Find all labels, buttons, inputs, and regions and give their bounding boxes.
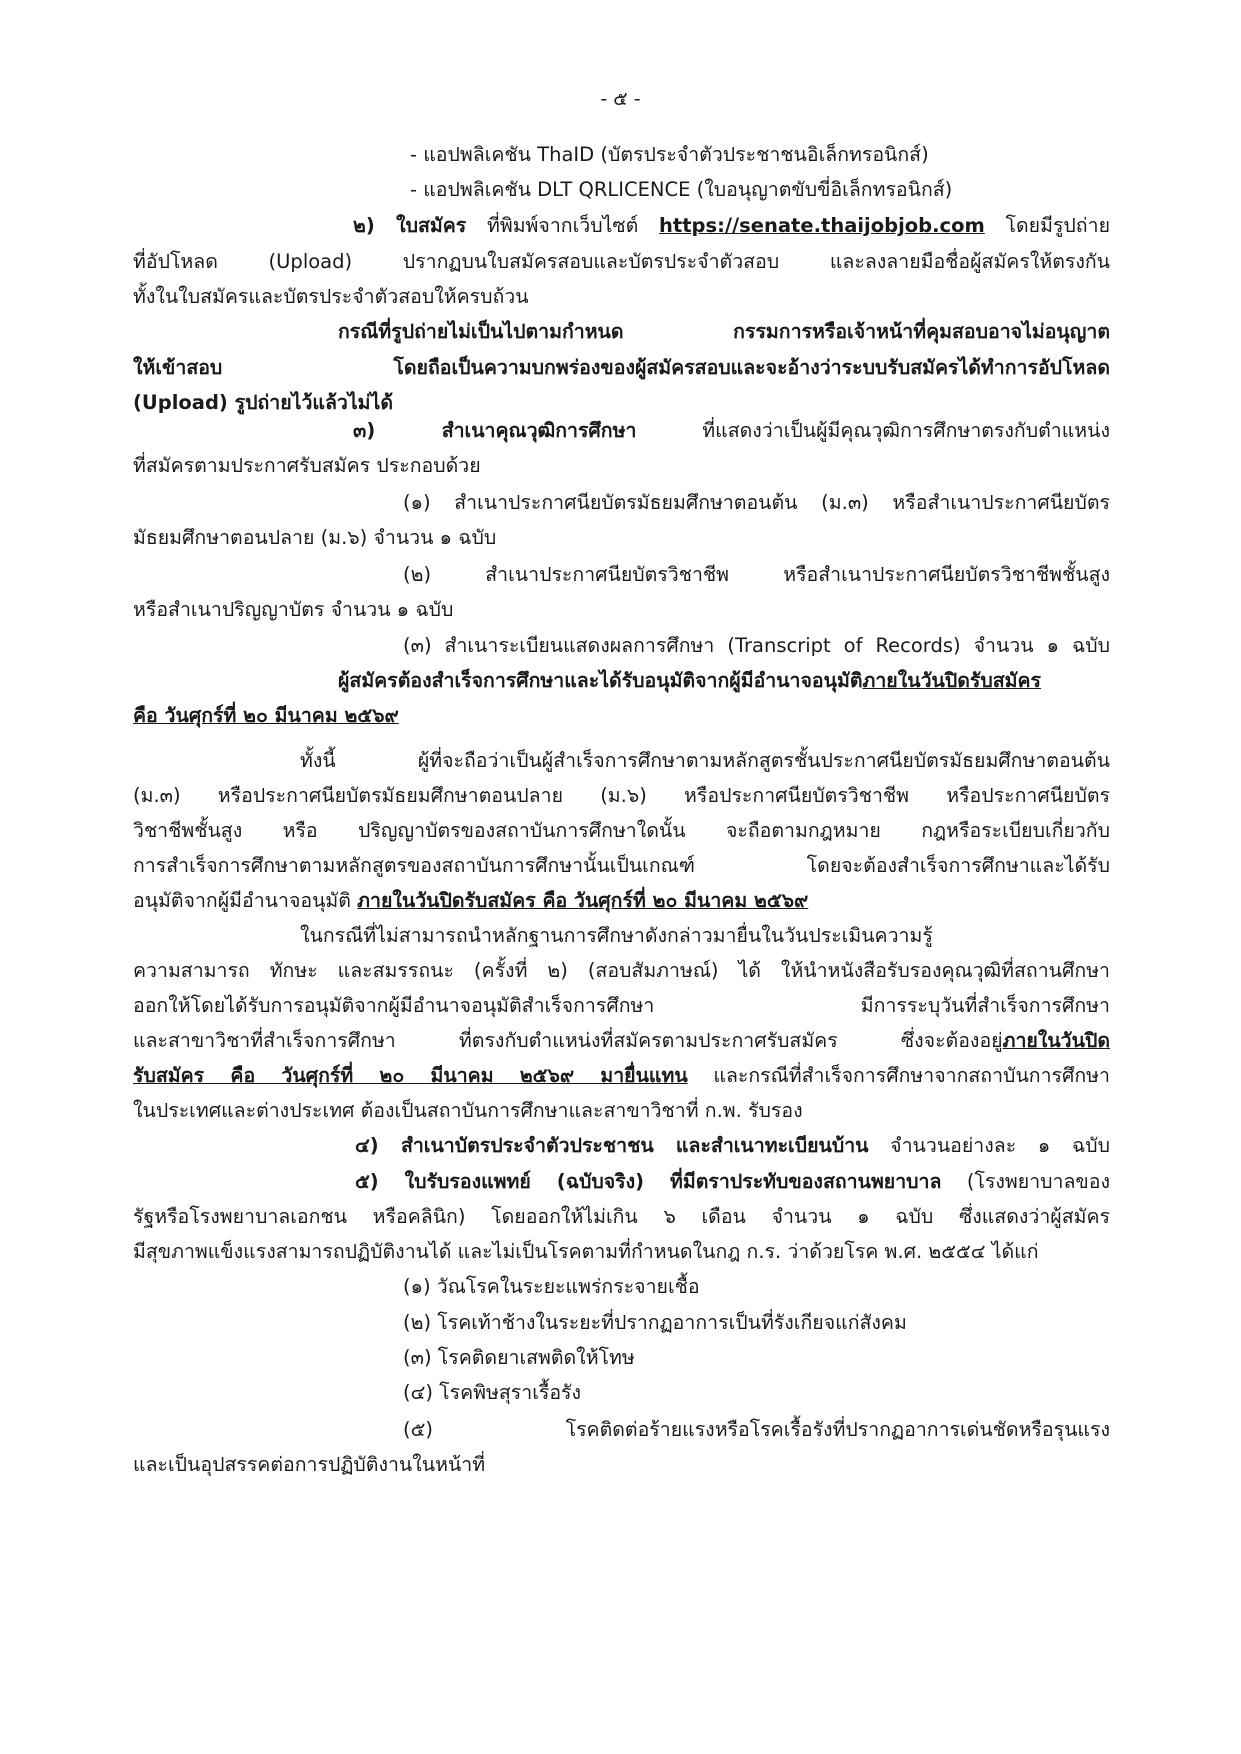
text-line — [410, 175, 1110, 205]
bold-text: กรณีที่รูปถ่ายไม่เป็นไปตามกำหนด กรรมการหรือเจ้าหน้าที่คุมสอบอาจไม่อนุญาต — [338, 320, 1110, 343]
body-text: ที่อัปโหลด (Upload) ปรากฏบนใบสมัครสอบและบัตรประจำตัวสอบ และลงลายมือชื่อผู้สมัครให้ตรงกัน — [133, 250, 1110, 273]
bold-text: ๕) ใบรับรองแพทย์ (ฉบับจริง) ที่มีตราประทับของสถานพยาบาล — [355, 1170, 942, 1193]
body-text: (๔) โรคพิษสุราเรื้อรัง — [403, 1381, 582, 1404]
body-text: อนุมัติจากผู้มีอำนาจอนุมัติ — [133, 889, 358, 912]
emphasis-underlined-text: ภายในวันปิด — [1002, 1029, 1110, 1052]
body-text: ทั้งในใบสมัครและบัตรประจำตัวสอบให้ครบถ้วน — [133, 285, 529, 308]
text-line — [353, 416, 1110, 446]
text-line — [133, 1450, 1110, 1480]
text-line — [133, 1096, 1110, 1126]
text-line — [133, 1237, 1110, 1267]
body-text: รัฐหรือโรงพยาบาลเอกชน หรือคลินิก) โดยออกให้ไม่เกิน ๖ เดือน จำนวน ๑ ฉบับ ซึ่งแสดงว่าผู้สมัคร — [133, 1205, 1110, 1228]
text-line — [133, 353, 1110, 383]
body-text: (๑) วัณโรคในระยะแพร่กระจายเชื้อ — [403, 1275, 700, 1298]
text-line — [133, 1202, 1110, 1232]
body-text: ในประเทศและต่างประเทศ ต้องเป็นสถาบันการศึกษาและสาขาวิชาที่ ก.พ. รับรอง — [133, 1099, 803, 1122]
bold-text: ให้เข้าสอบ โดยถือเป็นความบกพร่องของผู้สมัครสอบและจะอ้างว่าระบบรับสมัครได้ทำการอัปโหลด — [133, 356, 1110, 379]
text-line — [133, 701, 1110, 731]
body-text: ที่แสดงว่าเป็นผู้มีคุณวุฒิการศึกษาตรงกับตำแหน่ง — [636, 419, 1110, 442]
text-line — [133, 282, 1110, 312]
body-text: การสำเร็จการศึกษาตามหลักสูตรของสถาบันการศึกษานั้นเป็นเกณฑ์ โดยจะต้องสำเร็จการศึกษาและได้รับ — [133, 854, 1110, 877]
body-text: จำนวนอย่างละ ๑ ฉบับ — [868, 1134, 1110, 1157]
bold-text: ๔) สำเนาบัตรประจำตัวประชาชน และสำเนาทะเบียนบ้าน — [355, 1134, 869, 1157]
body-text: (๒) โรคเท้าช้างในระยะที่ปรากฏอาการเป็นที่รังเกียจแก่สังคม — [403, 1311, 907, 1334]
body-text: และสาขาวิชาที่สำเร็จการศึกษา ที่ตรงกับตำแหน่งที่สมัครตามประกาศรับสมัคร ซึ่งจะต้องอยู่ — [133, 1029, 1003, 1052]
text-line — [403, 631, 1110, 661]
emphasis-underlined-text: ภายในวันปิดรับสมัคร คือ วันศุกร์ที่ ๒๐ มีนาคม ๒๕๖๙ — [357, 889, 809, 912]
text-line — [403, 488, 1110, 518]
body-text: ในกรณีที่ไม่สามารถนำหลักฐานการศึกษาดังกล่าวมายื่นในวันประเมินความรู้ — [300, 924, 933, 947]
text-line — [338, 666, 1110, 696]
body-text: (๒) สำเนาประกาศนียบัตรวิชาชีพ หรือสำเนาประกาศนียบัตรวิชาชีพชั้นสูง — [403, 563, 1110, 586]
emphasis-underlined-text: ภายในวันปิดรับสมัคร — [862, 669, 1042, 692]
body-text: และเป็นอุปสรรคต่อการปฏิบัติงานในหน้าที่ — [133, 1453, 486, 1476]
emphasis-underlined-text: คือ วันศุกร์ที่ ๒๐ มีนาคม ๒๕๖๙ — [133, 704, 399, 727]
emphasis-underlined-text: รับสมัคร คือ วันศุกร์ที่ ๒๐ มีนาคม ๒๕๖๙ มายื่นแทน — [133, 1064, 688, 1087]
text-line — [133, 247, 1110, 277]
text-line — [300, 921, 1110, 951]
body-text: วิชาชีพชั้นสูง หรือ ปริญญาบัตรของสถาบันการศึกษาใดนั้น จะถือตามกฎหมาย กฎหรือระเบียบเกี่ยวกับ — [133, 819, 1110, 842]
body-text: (โรงพยาบาลของ — [941, 1170, 1110, 1193]
body-text: และกรณีที่สำเร็จการศึกษาจากสถาบันการศึกษา — [687, 1064, 1110, 1087]
bold-text: ๓) สำเนาคุณวุฒิการศึกษา — [353, 419, 637, 442]
text-line — [133, 1061, 1110, 1091]
body-text: (๕) โรคติดต่อร้ายแรงหรือโรคเรื้อรังที่ปรากฏอาการเด่นชัดหรือรุนแรง — [403, 1418, 1110, 1441]
text-line — [410, 140, 1110, 170]
text-line — [133, 991, 1110, 1021]
body-text: (ม.๓) หรือประกาศนียบัตรมัธยมศึกษาตอนปลาย (ม.๖) หรือประกาศนียบัตรวิชาชีพ หรือประกาศนียบัตร — [133, 784, 1110, 807]
text-line — [300, 746, 1110, 776]
text-line — [403, 560, 1110, 590]
body-text: (๓) สำเนาระเบียนแสดงผลการศึกษา (Transcript of Records) จำนวน ๑ ฉบับ — [403, 634, 1110, 657]
bold-text: ผู้สมัครต้องสำเร็จการศึกษาและได้รับอนุมัติจากผู้มีอำนาจอนุมัติ — [338, 669, 863, 692]
text-line — [353, 211, 1110, 241]
text-line — [133, 956, 1110, 986]
body-text: ทั้งนี้ ผู้ที่จะถือว่าเป็นผู้สำเร็จการศึกษาตามหลักสูตรชั้นประกาศนียบัตรมัธยมศึกษาตอนต้น — [300, 749, 1110, 772]
text-line — [403, 1272, 1110, 1302]
body-text: ออกให้โดยได้รับการอนุมัติจากผู้มีอำนาจอนุมัติสำเร็จการศึกษา มีการระบุวันที่สำเร็จการศึกษา — [133, 994, 1110, 1017]
body-text: โดยมีรูปถ่าย — [984, 214, 1110, 237]
body-text: (๑) สำเนาประกาศนียบัตรมัธยมศึกษาตอนต้น (ม.๓) หรือสำเนาประกาศนียบัตร — [403, 491, 1110, 514]
text-line — [403, 1415, 1110, 1445]
body-text: มีสุขภาพแข็งแรงสามารถปฏิบัติงานได้ และไม่เป็นโรคตามที่กำหนดในกฎ ก.ร. ว่าด้วยโรค พ.ศ. ๒๕๕๔ ได้แก่ — [133, 1240, 1039, 1263]
text-line — [133, 886, 1110, 916]
website-link[interactable]: https://senate.thaijobjob.com — [659, 214, 985, 237]
text-line — [403, 1343, 1110, 1373]
text-line — [133, 1026, 1110, 1056]
body-text: ที่สมัครตามประกาศรับสมัคร ประกอบด้วย — [133, 454, 481, 477]
text-line — [403, 1378, 1110, 1408]
body-text: - แอปพลิเคชัน DLT QRLICENCE (ใบอนุญาตขับขี่อิเล็กทรอนิกส์) — [410, 178, 953, 201]
body-text: (๓) โรคติดยาเสพติดให้โทษ — [403, 1346, 635, 1369]
text-line — [403, 1308, 1110, 1338]
text-line — [355, 1167, 1110, 1197]
text-line — [133, 816, 1110, 846]
text-line — [133, 523, 1110, 553]
text-line — [133, 451, 1110, 481]
body-text: - แอปพลิเคชัน ThaID (บัตรประจำตัวประชาชนอิเล็กทรอนิกส์) — [410, 143, 929, 166]
body-text: ความสามารถ ทักษะ และสมรรถนะ (ครั้งที่ ๒) (สอบสัมภาษณ์) ได้ ให้นำหนังสือรับรองคุณวุฒิที่สถานศึกษา — [133, 959, 1110, 982]
bold-text: (Upload) รูปถ่ายไว้แล้วไม่ได้ — [133, 391, 393, 414]
text-line — [133, 388, 1110, 418]
page-number: - ๕ - — [600, 88, 641, 110]
bold-text: ๒) ใบสมัคร — [353, 214, 467, 237]
text-line — [355, 1131, 1110, 1161]
text-line — [133, 595, 1110, 625]
text-line — [338, 317, 1110, 347]
body-text: มัธยมศึกษาตอนปลาย (ม.๖) จำนวน ๑ ฉบับ — [133, 526, 497, 549]
body-text: ที่พิมพ์จากเว็บไซต์ — [466, 214, 660, 237]
text-line — [133, 851, 1110, 881]
body-text: หรือสำเนาปริญญาบัตร จำนวน ๑ ฉบับ — [133, 598, 454, 621]
text-line — [133, 781, 1110, 811]
